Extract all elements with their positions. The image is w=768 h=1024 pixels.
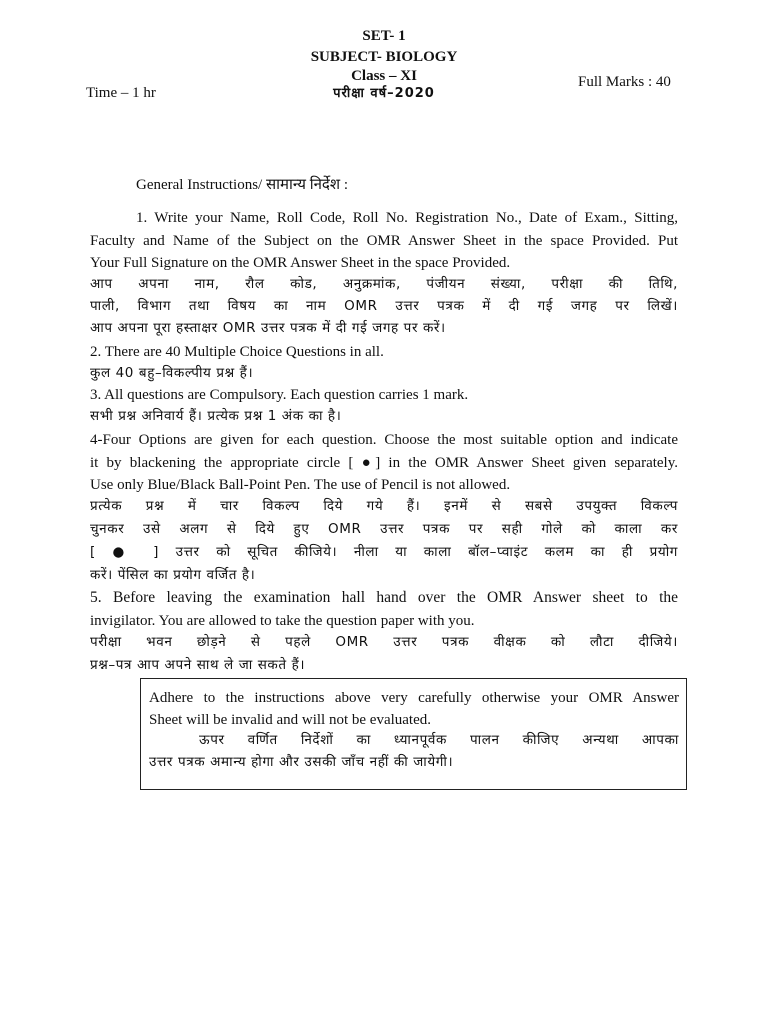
instruction-2-hi: कुल 40 बहु–विकल्पीय प्रश्न हैं। (90, 365, 254, 381)
instruction-1-hi-line3: आप अपना पूरा हस्ताक्षर OMR उत्तर पत्रक में दी गई जगह पर करें। (90, 320, 446, 336)
instruction-4-hi-line4: करें। पेंसिल का प्रयोग वर्जित है। (90, 567, 256, 583)
instruction-1-hi-line1: आप अपना नाम, रौल कोड, अनुक्रमांक, पंजीयन संख्या, परीक्षा की तिथि, (90, 276, 678, 292)
instruction-4-hi-line2: चुनकर उसे अलग से दिये हुए OMR उत्तर पत्रक पर सही गोले को काला कर (90, 521, 678, 537)
instruction-4-en-line2: it by blackening the appropriate circle [ ●] in the OMR Answer Sheet given separately. (90, 455, 678, 471)
instruction-5-en-line1: 5. Before leaving the examination hall hand over the OMR Answer sheet to the (90, 589, 678, 606)
instruction-1-en-line1 (90, 207, 678, 229)
note-hi-line2: उत्तर पत्रक अमान्य होगा और उसकी जाँच नहीं की जायेगी। (149, 754, 454, 770)
full-marks-label: Full Marks : 40 (578, 74, 671, 90)
instruction-1-hi-line2: पाली, विभाग तथा विषय का नाम OMR उत्तर पत्रक में दी गई जगह पर लिखें। (90, 298, 678, 314)
note-hi-line1 (149, 729, 679, 751)
instruction-5-en-line2: invigilator. You are allowed to take the question paper with you. (90, 613, 475, 629)
instruction-4-hi-line3: [ ● ] उत्तर को सूचित कीजिये। नीला या काला बॉल–प्वाइंट कलम का ही प्रयोग (90, 544, 678, 560)
class-label: Class – XI (351, 68, 417, 84)
instruction-1-en-line3: Your Full Signature on the OMR Answer Sheet in the space Provided. (90, 255, 511, 271)
instruction-4-en-line3: Use only Blue/Black Ball-Point Pen. The use of Pencil is not allowed. (90, 477, 511, 493)
instruction-1-en-line2: Faculty and Name of the Subject on the OMR Answer Sheet in the space Provided. Put (90, 233, 678, 249)
instruction-4-hi-line1: प्रत्येक प्रश्न में चार विकल्प दिये गये हैं। इनमें से सबसे उपयुक्त विकल्प (90, 498, 678, 514)
instruction-4-en-line1: 4-Four Options are given for each question. Choose the most suitable option and indicate (90, 432, 678, 448)
instruction-3-hi: सभी प्रश्न अनिवार्य हैं। प्रत्येक प्रश्न 1 अंक का है। (90, 408, 342, 424)
note-en-line1: Adhere to the instructions above very carefully otherwise your OMR Answer (149, 690, 679, 706)
instructions-title: General Instructions/ सामान्य निर्देश : (136, 177, 349, 193)
instruction-5-hi-line2: प्रश्न–पत्र आप अपने साथ ले जा सकते हैं। (90, 657, 306, 673)
time-label: Time – 1 hr (86, 85, 156, 101)
note-hi-text: ऊपर वर्णित निर्देशों का ध्यानपूर्वक पालन कीजिए अन्यथा आपका (199, 732, 679, 748)
subject-title: SUBJECT- BIOLOGY (310, 49, 458, 65)
note-en-line2: Sheet will be invalid and will not be evaluated. (149, 712, 432, 728)
instruction-5-hi-line1: परीक्षा भवन छोड़ने से पहले OMR उत्तर पत्रक वीक्षक को लौटा दीजिये। (90, 634, 678, 650)
set-number: SET- 1 (362, 28, 406, 44)
instruction-3-en: 3. All questions are Compulsory. Each question carries 1 mark. (90, 387, 469, 403)
instruction-1-en-text: 1. Write your Name, Roll Code, Roll No. Registration No., Date of Exam., Sitting, (136, 210, 678, 226)
exam-year: परीक्षा वर्ष–2020 (333, 86, 435, 101)
instruction-2-en: 2. There are 40 Multiple Choice Questions in all. (90, 344, 384, 360)
